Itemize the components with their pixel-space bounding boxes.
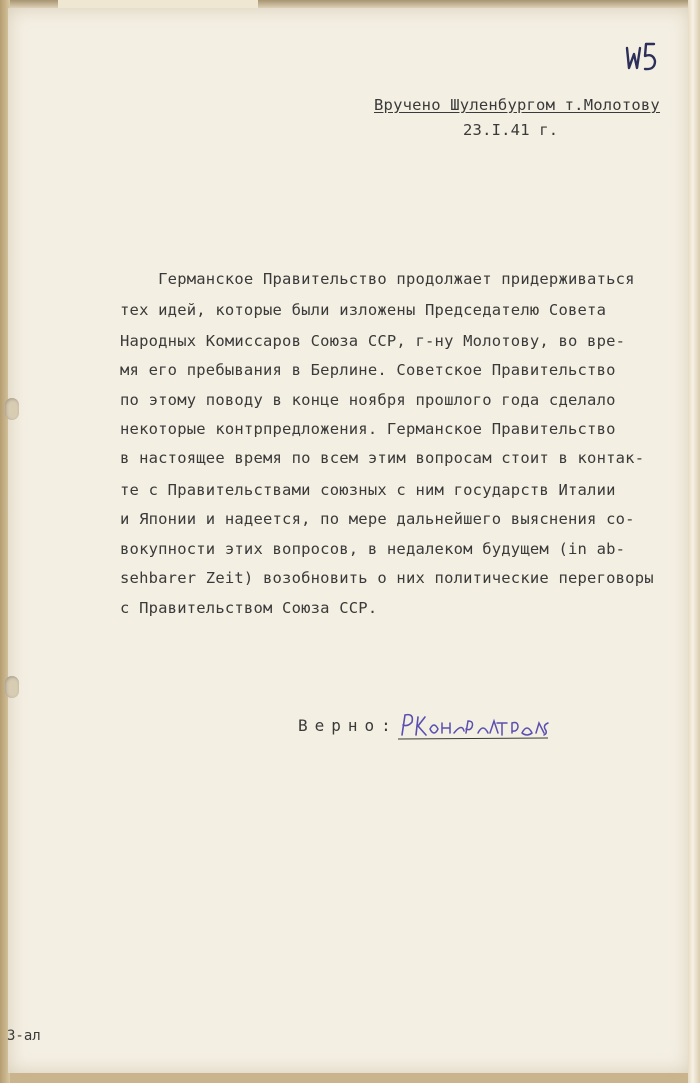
footer-mark: 3-ал [7, 1028, 41, 1044]
body-line: sehbarer Zeit) возобновить о них политические переговоры [120, 569, 654, 587]
body-line: мя его пребывания в Берлине. Советское Правительство [120, 361, 616, 379]
binding-strip [688, 0, 700, 1083]
body-line: те с Правительствами союзных с ним государств Италии [120, 481, 616, 499]
verification-label: Верно: [298, 716, 398, 735]
body-line: по этому поводу в конце ноября прошлого года сделало [120, 391, 616, 409]
body-line: Германское Правительство продолжает придерживаться [120, 270, 635, 288]
body-line: вокупности этих вопросов, в недалеком будущем (in ab- [120, 540, 626, 558]
body-line: Народных Комиссаров Союза ССР, г-ну Молотову, во вре- [120, 332, 626, 350]
body-line: в настоящее время по всем этим вопросам стоит в контак- [120, 449, 645, 467]
body-line: и Японии и надеется, по мере дальнейшего выяснения со- [120, 510, 635, 528]
body-line: с Правительством Союза ССР. [120, 599, 378, 617]
body-line: некоторые контрпредложения. Германское Правительство [120, 420, 616, 438]
header-delivered-by: Вручено Шуленбургом т.Молотову [374, 96, 660, 114]
archive-number-handwritten [624, 40, 664, 74]
body-line: тех идей, которые были изложены Председателю Совета [120, 301, 607, 319]
handwritten-signature [398, 705, 558, 745]
punch-hole-lower [5, 676, 19, 698]
punch-hole-upper [5, 398, 19, 420]
header-date: 23.I.41 г. [463, 121, 559, 139]
